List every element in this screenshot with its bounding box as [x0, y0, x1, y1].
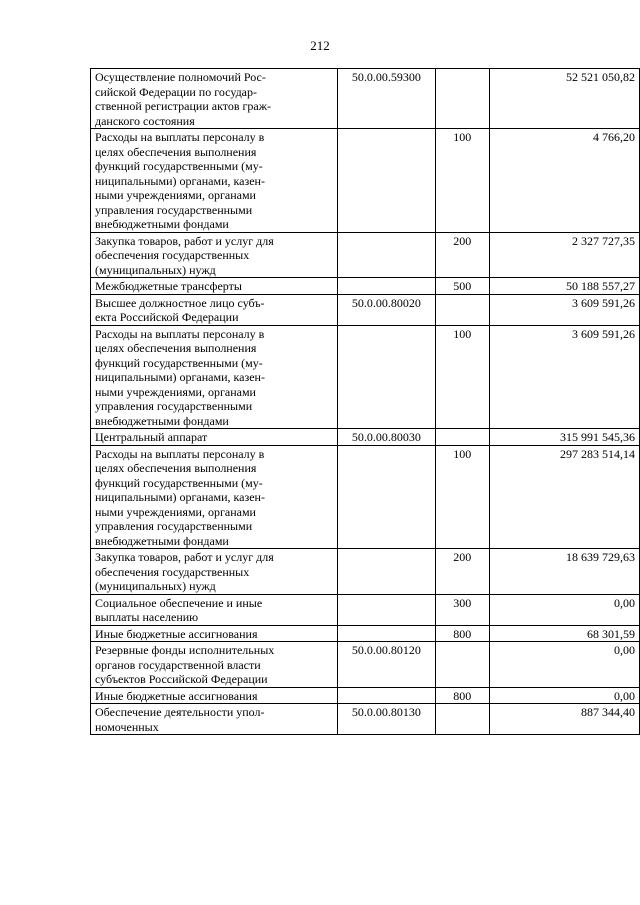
expense-type-cell	[435, 278, 489, 295]
amount-text: 297 283 514,14	[560, 446, 635, 461]
expense-type-cell	[435, 704, 489, 735]
table-row	[91, 642, 640, 688]
expense-type-cell	[435, 129, 489, 233]
expense-name-text: Центральный аппарат	[95, 430, 208, 444]
amount-cell	[489, 429, 639, 446]
target-code-cell	[337, 687, 435, 704]
amount-text: 3 609 591,26	[572, 295, 635, 310]
expense-name-cell	[91, 445, 338, 549]
expense-name-text: Иные бюджетные ассигнования	[95, 626, 258, 641]
amount-cell	[489, 278, 639, 295]
expense-name-text: Расходы на выплаты персоналу в целях обеспечения выполнения функций государственными (му- ниципальными) органами, казен- ными учреждениями, органами управления государственными внебюджетными фондами	[95, 446, 265, 548]
expense-name-text: Социальное обеспечение и иные выплаты населению	[95, 595, 263, 624]
table-row	[91, 129, 640, 233]
amount-cell	[489, 69, 639, 129]
expense-type-text: 100	[453, 446, 472, 461]
expense-type-text: 800	[453, 626, 472, 641]
expense-type-cell	[435, 642, 489, 688]
amount-text: 4 766,20	[593, 130, 635, 144]
expense-name-text: Закупка товаров, работ и услуг для обеспечения государственных (муниципальных) нужд	[95, 233, 274, 277]
target-code-cell	[337, 232, 435, 278]
target-code-cell	[337, 704, 435, 735]
expense-name-cell	[91, 642, 338, 688]
target-code-text: 50.0.00.59300	[351, 70, 421, 84]
expense-name-text: Обеспечение деятельности упол- номоченных	[95, 705, 265, 734]
expense-type-text: 800	[453, 688, 472, 703]
expense-name-cell	[91, 549, 338, 595]
amount-cell	[489, 594, 639, 625]
target-code-cell	[337, 625, 435, 642]
expense-type-cell	[435, 445, 489, 549]
amount-cell	[489, 232, 639, 278]
expense-name-text: Закупка товаров, работ и услуг для обеспечения государственных (муниципальных) нужд	[95, 550, 274, 593]
expense-name-cell	[91, 594, 338, 625]
expense-name-cell	[91, 232, 338, 278]
expense-name-text: Резервные фонды исполнительных органов государственной власти субъектов Российской Федерации	[95, 643, 275, 686]
amount-cell	[489, 687, 639, 704]
expense-type-cell	[435, 625, 489, 642]
amount-text: 0,00	[614, 643, 635, 657]
expense-name-cell	[91, 69, 338, 129]
expense-name-cell	[91, 294, 338, 325]
amount-cell	[489, 625, 639, 642]
expense-type-cell	[435, 594, 489, 625]
expense-name-cell	[91, 325, 338, 429]
table-row	[91, 625, 640, 642]
amount-cell	[489, 129, 639, 233]
table-row	[91, 549, 640, 595]
table-row	[91, 278, 640, 295]
amount-text: 2 327 727,35	[572, 233, 635, 248]
table-row	[91, 687, 640, 704]
expense-name-text: Осуществление полномочий Рос- сийской Федерации по государ- ственной регистрации актов граж- данского состояния	[95, 70, 272, 128]
target-code-cell	[337, 642, 435, 688]
expense-name-text: Иные бюджетные ассигнования	[95, 688, 258, 703]
target-code-cell	[337, 594, 435, 625]
amount-text: 68 301,59	[587, 626, 635, 641]
table-row	[91, 594, 640, 625]
amount-cell	[489, 294, 639, 325]
expense-type-cell	[435, 687, 489, 704]
expense-name-cell	[91, 429, 338, 446]
amount-text: 887 344,40	[581, 705, 635, 719]
amount-cell	[489, 642, 639, 688]
expense-name-text: Расходы на выплаты персоналу в целях обеспечения выполнения функций государственными (му- ниципальными) органами, казен- ными учреждениями, органами управления государственными внебюджетными фондами	[95, 326, 265, 428]
expense-type-cell	[435, 429, 489, 446]
table-row	[91, 232, 640, 278]
expense-type-text: 100	[453, 130, 472, 144]
target-code-text: 50.0.00.80120	[351, 643, 421, 657]
target-code-cell	[337, 294, 435, 325]
table-row	[91, 294, 640, 325]
expense-name-cell	[91, 278, 338, 295]
target-code-text: 50.0.00.80130	[351, 705, 421, 719]
target-code-cell	[337, 445, 435, 549]
amount-text: 18 639 729,63	[566, 550, 635, 564]
expense-type-text: 300	[453, 595, 472, 610]
expense-name-text: Высшее должностное лицо субъ- екта Российской Федерации	[95, 295, 265, 324]
amount-cell	[489, 445, 639, 549]
page-number: 212	[310, 38, 330, 53]
target-code-cell	[337, 325, 435, 429]
amount-text: 0,00	[614, 688, 635, 703]
amount-text: 315 991 545,36	[560, 430, 635, 444]
budget-table-body	[91, 69, 640, 735]
budget-table	[90, 68, 640, 735]
target-code-cell	[337, 549, 435, 595]
amount-text: 0,00	[614, 595, 635, 610]
expense-name-cell	[91, 129, 338, 233]
target-code-cell	[337, 69, 435, 129]
table-row	[91, 445, 640, 549]
amount-text: 50 188 557,27	[566, 279, 635, 293]
expense-type-text: 500	[453, 279, 472, 293]
expense-type-text: 200	[453, 550, 472, 564]
expense-type-text: 100	[453, 326, 472, 341]
amount-text: 52 521 050,82	[566, 70, 635, 84]
expense-name-text: Расходы на выплаты персоналу в целях обеспечения выполнения функций государственными (му- ниципальными) органами, казен- ными учреждениями, органами управления государственными внебюджетными фондами	[95, 130, 265, 231]
expense-name-cell	[91, 687, 338, 704]
amount-text: 3 609 591,26	[572, 326, 635, 341]
target-code-cell	[337, 129, 435, 233]
expense-type-cell	[435, 232, 489, 278]
target-code-text: 50.0.00.80020	[351, 295, 421, 310]
target-code-text: 50.0.00.80030	[351, 430, 421, 444]
table-row	[91, 704, 640, 735]
table-row	[91, 69, 640, 129]
expense-type-cell	[435, 549, 489, 595]
target-code-cell	[337, 278, 435, 295]
amount-cell	[489, 325, 639, 429]
expense-type-cell	[435, 325, 489, 429]
amount-cell	[489, 704, 639, 735]
target-code-cell	[337, 429, 435, 446]
expense-type-cell	[435, 294, 489, 325]
expense-name-cell	[91, 704, 338, 735]
expense-name-text: Межбюджетные трансферты	[95, 279, 242, 293]
expense-type-cell	[435, 69, 489, 129]
table-row	[91, 325, 640, 429]
amount-cell	[489, 549, 639, 595]
expense-name-cell	[91, 625, 338, 642]
table-row	[91, 429, 640, 446]
expense-type-text: 200	[453, 233, 472, 248]
